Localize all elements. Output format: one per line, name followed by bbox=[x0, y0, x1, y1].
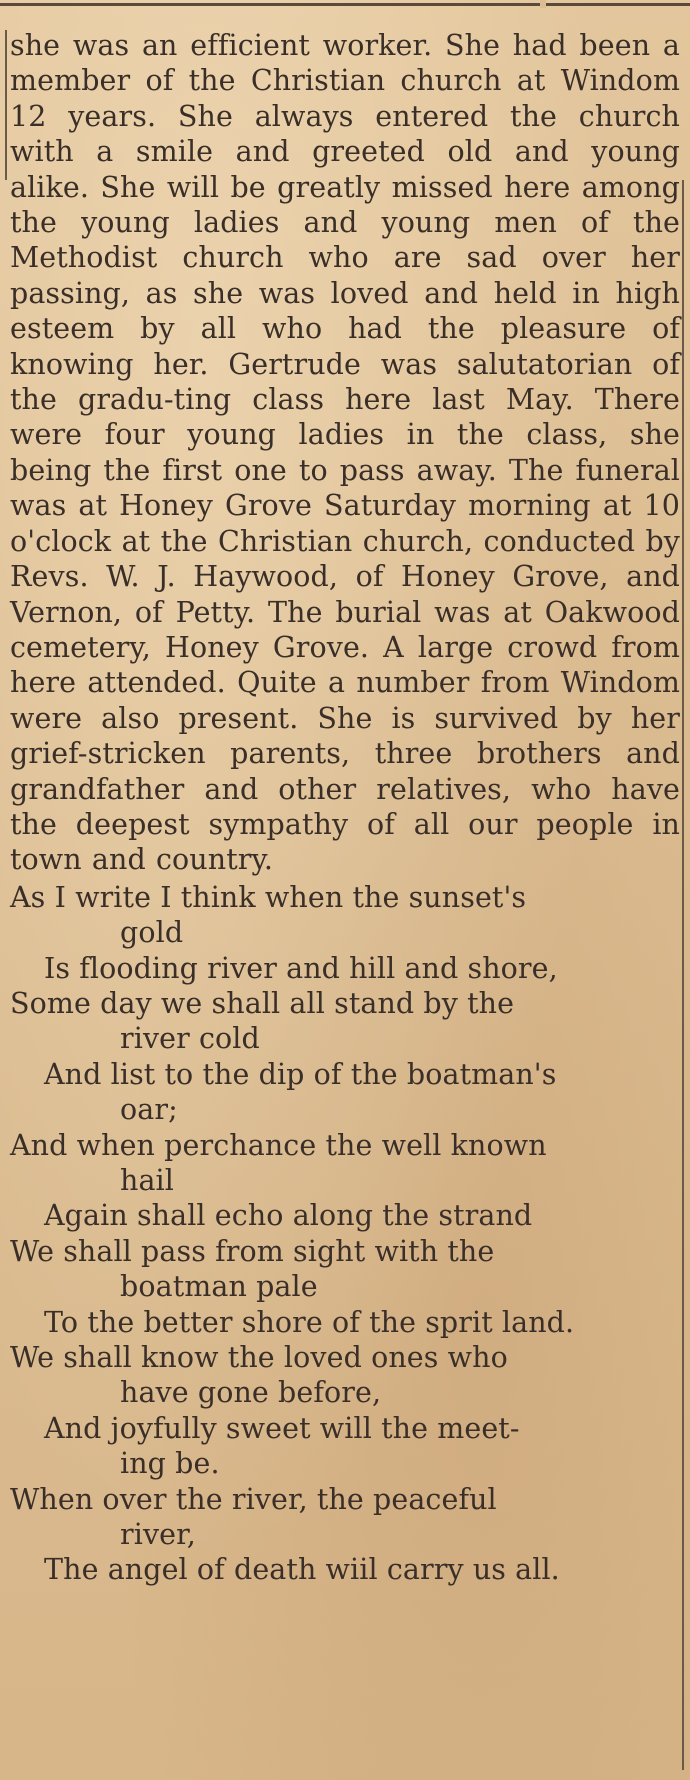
poem-line-text: When over the river, the peaceful bbox=[10, 1482, 497, 1516]
poem-line-continuation: river, bbox=[120, 1518, 196, 1552]
poem-line-text: The angel of death wiil carry us all. bbox=[44, 1553, 560, 1587]
poem-line-text: And when perchance the well known bbox=[10, 1128, 547, 1162]
poem-line bbox=[10, 880, 680, 951]
obituary-paragraph: she was an efficient worker. She had been a member of the Christian church at Windom 12 years. She always entered the church with a smile and greeted old and young alike. She will be greatly missed here among the young ladies and young men of the Methodist church who are sad over her passing, as she was loved and held in high esteem by all who had the pleasure of knowing her. Gertrude was salutatorian of the gradu-ting class here last May. There were four young ladies in the class, she being the first one to pass away. The funeral was at Honey Grove Saturday morning at 10 o'clock at the Christian church, conducted by Revs. W. J. Haywood, of Honey Grove, and Vernon, of Petty. The burial was at Oakwood cemetery, Honey Grove. A large crowd from here attended. Quite a number from Windom were also present. She is survived by her grief-stricken parents, three brothers and grandfather and other relatives, who have the deepest sympathy of all our people in town and country. bbox=[10, 29, 680, 877]
poem-line-text: As I write I think when the sunset's bbox=[10, 880, 527, 914]
poem-line-continuation: hail bbox=[120, 1164, 174, 1197]
poem-line bbox=[10, 1411, 680, 1482]
poem-line bbox=[10, 1198, 680, 1233]
obituary-prose bbox=[10, 28, 680, 878]
right-column-rule bbox=[682, 180, 684, 1770]
poem-line bbox=[10, 1234, 680, 1305]
poem-line bbox=[10, 1128, 680, 1199]
poem-line-continuation: oar; bbox=[120, 1093, 178, 1127]
poem-line-text: Is flooding river and hill and shore, bbox=[44, 951, 558, 985]
poem-line-text: We shall know the loved ones who bbox=[10, 1341, 508, 1375]
poem-line-text: Again shall echo along the strand bbox=[44, 1199, 533, 1233]
poem-line-continuation: boatman pale bbox=[120, 1270, 318, 1304]
poem-line-continuation: ing be. bbox=[120, 1447, 220, 1481]
poem-line-text: And list to the dip of the boatman's bbox=[44, 1057, 557, 1091]
poem-line-continuation: river cold bbox=[120, 1022, 260, 1056]
poem-line-continuation: gold bbox=[120, 916, 184, 950]
poem-line-text: Some day we shall all stand by the bbox=[10, 986, 515, 1020]
memorial-poem bbox=[10, 880, 680, 1588]
left-column-rule bbox=[5, 30, 7, 180]
poem-line bbox=[10, 1552, 680, 1587]
poem-line-text: And joyfully sweet will the meet- bbox=[44, 1411, 520, 1445]
poem-line bbox=[10, 1482, 680, 1553]
poem-line-text: We shall pass from sight with the bbox=[10, 1234, 495, 1268]
poem-line bbox=[10, 951, 680, 986]
poem-line bbox=[10, 1340, 680, 1411]
article-body bbox=[10, 28, 680, 1588]
poem-line-text: To the better shore of the sprit land. bbox=[44, 1305, 575, 1339]
poem-line bbox=[10, 986, 680, 1057]
poem-line bbox=[10, 1305, 680, 1340]
top-rule-break bbox=[540, 0, 546, 8]
top-column-rule bbox=[0, 3, 690, 6]
poem-line-continuation: have gone before, bbox=[120, 1376, 382, 1410]
poem-line bbox=[10, 1057, 680, 1128]
